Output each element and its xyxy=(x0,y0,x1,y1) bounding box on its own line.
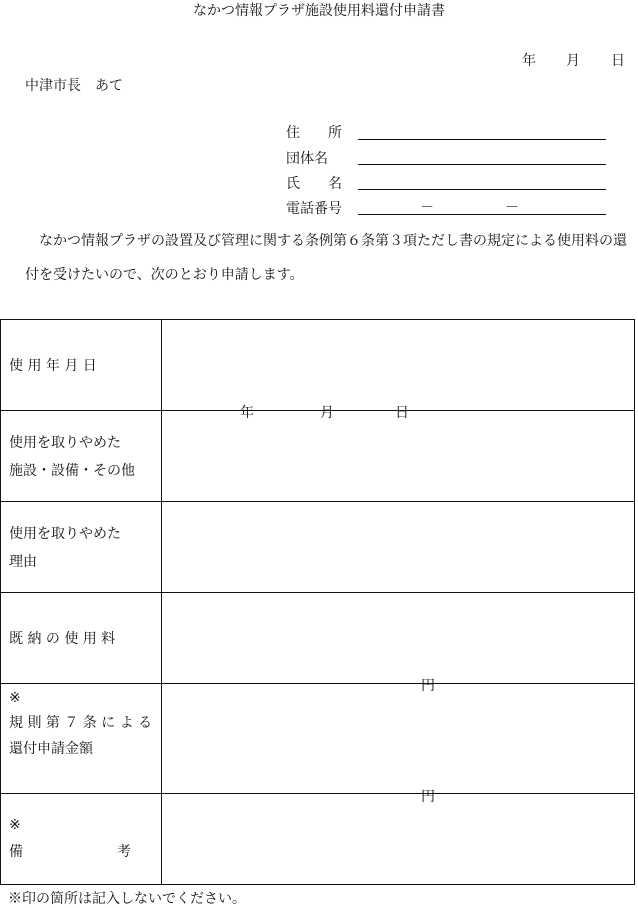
table-row-usage-date xyxy=(1,320,635,411)
paid-fee-cell[interactable] xyxy=(162,593,635,694)
refund-amount-unit: 円 xyxy=(421,788,435,805)
office-use-mark: ※ xyxy=(9,817,21,833)
paid-fee-unit: 円 xyxy=(421,678,435,694)
date-month-label: 月 xyxy=(566,53,580,69)
table-row-cancelled-facility xyxy=(1,411,635,502)
cancel-reason-label: 使用を取りやめた 理由 xyxy=(1,502,162,593)
usage-date-label: 使 用 年 月 日 xyxy=(1,320,162,411)
usage-day-unit: 日 xyxy=(395,405,409,421)
footnote: ※印の箇所は記入しないでください。 xyxy=(8,891,246,907)
remarks-cell[interactable] xyxy=(162,794,635,885)
group-name-field-line[interactable] xyxy=(358,164,606,165)
cancel-reason-cell[interactable] xyxy=(162,502,635,593)
phone-field-line[interactable] xyxy=(358,214,606,215)
address-label: 住 所 xyxy=(286,125,342,141)
name-label: 氏 名 xyxy=(286,176,342,192)
name-field-line[interactable] xyxy=(358,189,606,190)
usage-year-unit: 年 xyxy=(240,405,254,421)
paid-fee-label: 既 納 の 使 用 料 xyxy=(1,593,162,684)
usage-month-unit: 月 xyxy=(320,405,334,421)
office-use-mark: ※ xyxy=(9,690,21,706)
table-row-cancel-reason xyxy=(1,502,635,593)
usage-date-cell[interactable] xyxy=(162,320,635,421)
phone-label: 電話番号 xyxy=(286,201,342,217)
document-title: なかつ情報プラザ施設使用料還付申請書 xyxy=(193,3,445,19)
remarks-label: ※ 備 考 xyxy=(1,794,162,885)
phone-dash-1: － xyxy=(420,200,434,216)
cancelled-facility-cell[interactable] xyxy=(162,411,635,502)
refund-amount-cell[interactable] xyxy=(162,684,635,805)
table-row-refund-amount xyxy=(1,684,635,794)
phone-dash-2: － xyxy=(505,200,519,216)
address-field-line[interactable] xyxy=(358,139,606,140)
cancelled-facility-label: 使用を取りやめた 施設・設備・その他 xyxy=(1,411,162,502)
addressee: 中津市長 あて xyxy=(25,78,123,94)
refund-amount-label: ※ 規 則 第 ７ 条 に よ る 還付申請金額 xyxy=(1,684,162,794)
request-statement: なかつ情報プラザの設置及び管理に関する条例第６条第３項ただし書の規定による使用料の還付を受けたいので、次のとおり申請します。 xyxy=(25,233,627,283)
table-row-remarks xyxy=(1,794,635,885)
group-name-label: 団体名 xyxy=(286,151,328,167)
date-year-label: 年 xyxy=(522,53,536,69)
application-table xyxy=(0,319,635,885)
date-day-label: 日 xyxy=(611,53,625,69)
table-row-paid-fee xyxy=(1,593,635,684)
